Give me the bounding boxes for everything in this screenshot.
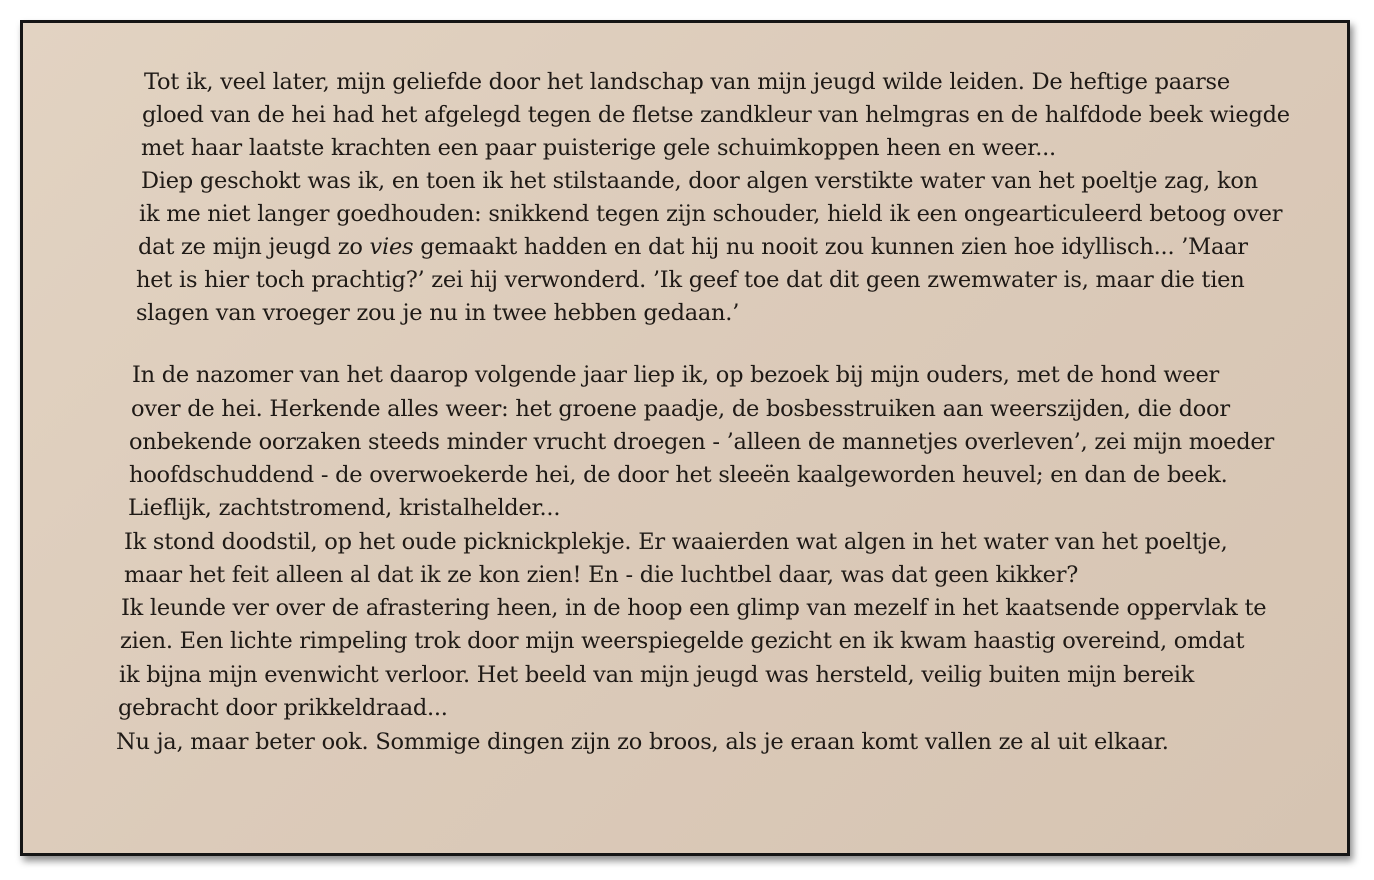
text-line: Lieflijk, zachtstromend, kristalhelder... xyxy=(128,495,561,521)
text-line: gebracht door prikkeldraad... xyxy=(118,695,448,721)
text-line: ik me niet langer goedhouden: snikkend tegen zijn schouder, hield ik een ongearticuleerd betoog over xyxy=(139,201,1283,227)
line-text: dat ze mijn jeugd zo xyxy=(138,234,370,260)
text-line: zien. Een lichte rimpeling trok door mijn weerspiegelde gezicht en ik kwam haastig overeind, omdat xyxy=(120,628,1245,654)
text-line-with-emphasis xyxy=(138,236,1248,259)
text-line: hoofdschuddend - de overwoekerde hei, de door het sleeën kaalgeworden heuvel; en dan de beek. xyxy=(129,462,1228,488)
emphasized-word: vies xyxy=(369,234,414,260)
line-text: gemaakt hadden en dat hij nu nooit zou kunnen zien hoe idyllisch... ’Maar xyxy=(413,234,1248,260)
text-line: Ik stond doodstil, op het oude picknickplekje. Er waaierden wat algen in het water van het poeltje, xyxy=(124,529,1228,555)
text-line: slagen van vroeger zou je nu in twee hebben gedaan.’ xyxy=(136,300,740,326)
text-line: Ik leunde ver over de afrastering heen, in de hoop een glimp van mezelf in het kaatsende oppervlak te xyxy=(121,595,1267,621)
page-text xyxy=(23,23,1353,859)
text-line: het is hier toch prachtig?’ zei hij verwonderd. ’Ik geef toe dat dit geen zwemwater is, maar die tien xyxy=(136,267,1245,293)
text-line: ik bijna mijn evenwicht verloor. Het beeld van mijn jeugd was hersteld, veilig buiten mijn bereik xyxy=(119,662,1195,688)
text-line: Tot ik, veel later, mijn geliefde door het landschap van mijn jeugd wilde leiden. De heftige paarse xyxy=(144,69,1230,95)
text-line: Nu ja, maar beter ook. Sommige dingen zijn zo broos, als je eraan komt vallen ze al uit elkaar. xyxy=(116,729,1169,755)
text-line: maar het feit alleen al dat ik ze kon zien! En - die luchtbel daar, was dat geen kikker? xyxy=(124,562,1079,588)
text-line: In de nazomer van het daarop volgende jaar liep ik, op bezoek bij mijn ouders, met de hond weer xyxy=(132,362,1220,388)
text-line: onbekende oorzaken steeds minder vrucht droegen - ’alleen de mannetjes overleven’, zei mijn moeder xyxy=(129,429,1274,455)
book-page-photo xyxy=(20,20,1350,856)
text-line: over de hei. Herkende alles weer: het groene paadje, de bosbesstruiken aan weerszijden, die door xyxy=(131,396,1230,422)
text-line: Diep geschokt was ik, en toen ik het stilstaande, door algen verstikte water van het poeltje zag, kon xyxy=(141,168,1258,194)
text-line: gloed van de hei had het afgelegd tegen de fletse zandkleur van helmgras en de halfdode beek wiegde xyxy=(142,102,1290,128)
text-line: met haar laatste krachten een paar puisterige gele schuimkoppen heen en weer... xyxy=(141,135,1056,161)
